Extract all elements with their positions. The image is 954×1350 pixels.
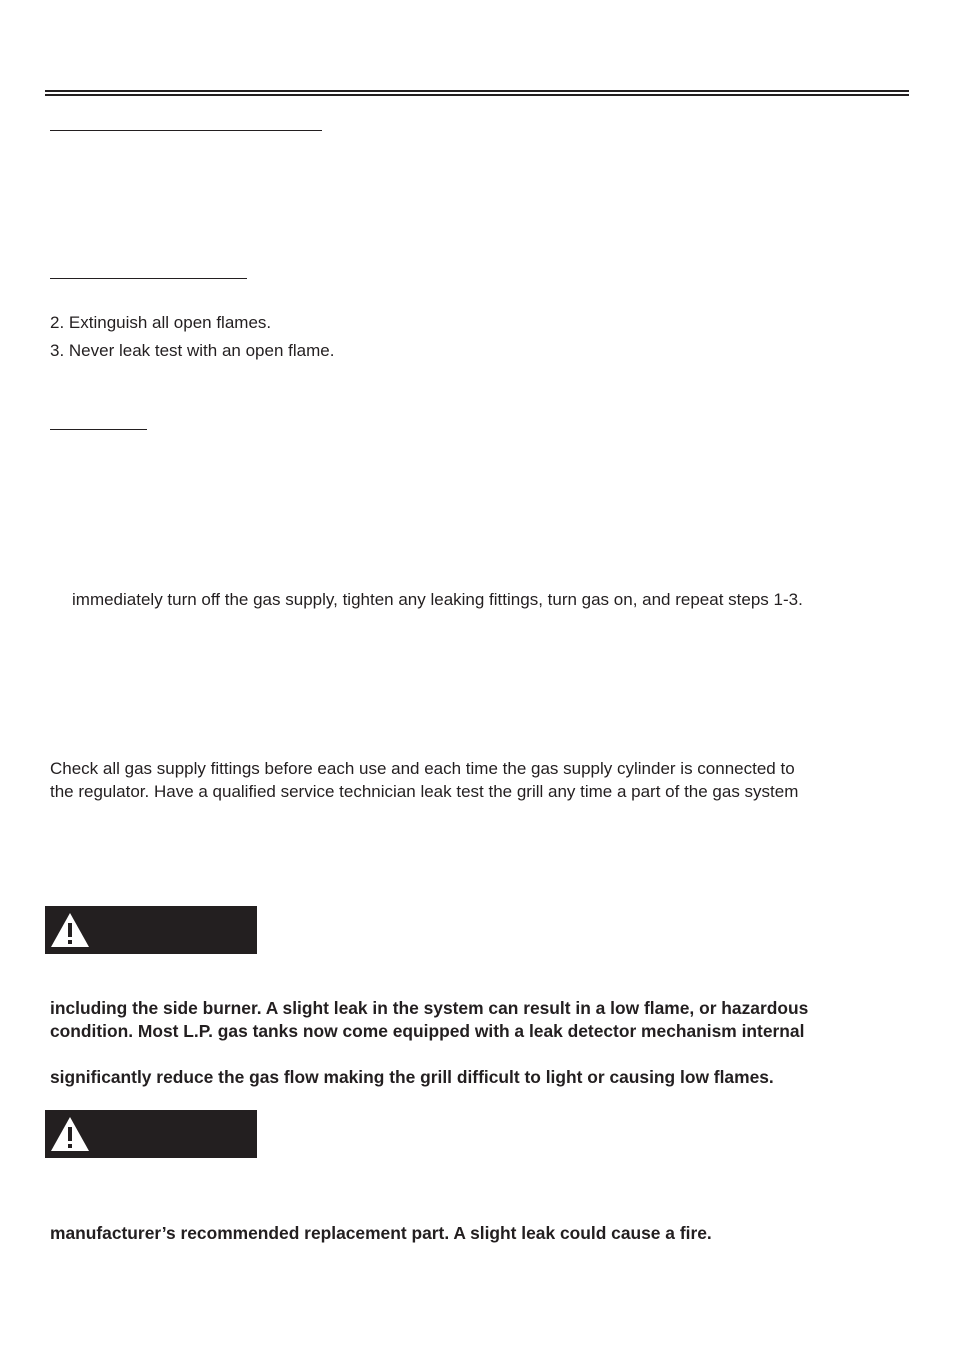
warning2-line-1: manufacturer’s recommended replacement part. A slight leak could cause a fire. (50, 1223, 712, 1243)
header-rule-bottom (45, 94, 909, 96)
leak-test-step-3: 3. Never leak test with an open flame. (50, 341, 335, 360)
warning1-line-1: including the side burner. A slight leak in the system can result in a low flame, or hazardous (50, 998, 809, 1018)
fitting-check-line-1: Check all gas supply fittings before each use and each time the gas supply cylinder is connected to (50, 759, 795, 778)
section-heading-underline-3 (50, 429, 147, 430)
warning-banner-2 (45, 1110, 257, 1158)
warning-banner-1 (45, 906, 257, 954)
warning-triangle-icon (49, 911, 91, 949)
section-heading-underline-1 (50, 130, 322, 131)
header-rule-top (45, 90, 909, 92)
fitting-check-line-2: the regulator. Have a qualified service technician leak test the grill any time a part of the gas system (50, 782, 799, 801)
section-heading-underline-2 (50, 278, 247, 279)
leak-instruction-text: immediately turn off the gas supply, tighten any leaking fittings, turn gas on, and repeat steps 1-3. (72, 590, 803, 609)
warning-triangle-icon (49, 1115, 91, 1153)
warning1-line-2: condition. Most L.P. gas tanks now come equipped with a leak detector mechanism internal (50, 1021, 805, 1041)
leak-test-step-2: 2. Extinguish all open flames. (50, 313, 272, 332)
warning1-line-3: significantly reduce the gas flow making the grill difficult to light or causing low flames. (50, 1067, 774, 1087)
